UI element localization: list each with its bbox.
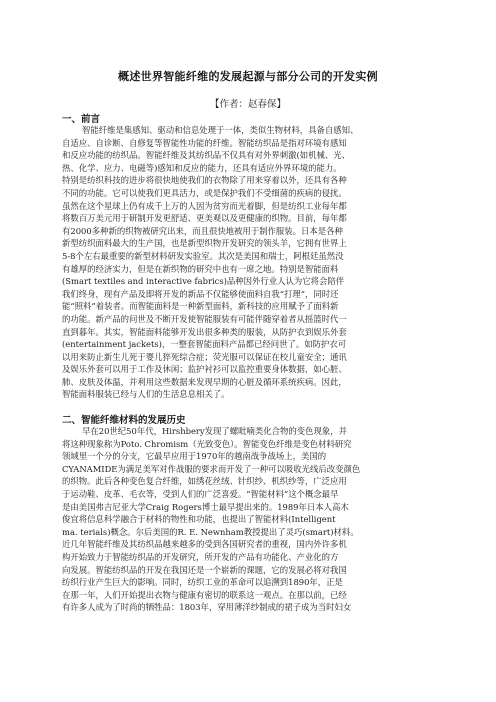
paragraph-line: 及娱乐外套可以用于工作及休闲；监护衬衫可以监控重要身体数据，如心脏、 [62,364,347,375]
paragraph-line: 向发展。智能纺织品的开发在我国还是一个崭新的课题，它的发展必将对我国 [62,564,347,575]
paragraph-line: 自适应、自诊断、自修复等智能性功能的纤维。智能纺织品是指对环境有感知 [62,137,347,148]
section-body [62,124,440,401]
paragraph-line: 的织物。此后各种变色复合纤维，如绣花丝绒、针织纱、机织纱等，广泛应用 [62,476,347,487]
paragraph-line: 热、化学、应力、电磁等)感知和反应的能力，还具有适应外界环境的能力。 [62,162,342,173]
paragraph-line: CYANAMIDE为满足美军对作战服的要求而开发了一种可以吸收光线后改变颜色 [62,463,361,474]
paragraph-line: 有2000多种新的织物被研究出来，而且很快地被用于制作服装。日本是各种 [62,225,343,236]
section-heading: 二、智能纤维材料的发展历史 [62,415,186,426]
document-author: 【作者：赵春保】 [209,99,286,110]
paragraph-line: 的功能。新产品的问世及不断开发使智能服装有可能伴随穿着者从摇篮时代一 [62,313,347,324]
paragraph-line: 智能面料服装已经与人们的生活息息相关了。 [62,389,230,400]
section-body [62,425,440,614]
paragraph-line: 领域里一个分的分支，它最早应用于1970年的越南战争战场上，美国的 [62,451,327,462]
paragraph-line: (Smart textiles and interactive fabrics)品种因外行业人认为它将会陪伴 [62,276,345,287]
paragraph-line: 能“照料”着装者。而智能面料是一种新型面料，新科技的应用赋予了面料新 [62,301,339,312]
paragraph-line: 不同的功能。它可以使我们更具活力，或是保护我们不受细菌的疾病的侵扰。 [62,187,347,198]
paragraph-line: 以用来防止新生儿死于婴儿猝死综合症；荧光服可以保证在校儿童安全；通讯 [62,351,347,362]
paragraph-line: 于运动鞋、皮革、毛衣等，受到人们的广泛喜爱。“智能材料”这个概念最早 [62,488,339,499]
paragraph-line: 智能纤维是集感知、驱动和信息处理于一体，类似生物材料，具备自感知、 [82,125,359,135]
paragraph-line: 是由美国弗吉尼亚大学Craig Rogers博士最早提出来的。1989年日本人高木 [62,501,349,512]
paragraph-line: 俊宜将信息科学融合于材料的物性和功能，也提出了智能材料(Intelligent [62,514,336,525]
paragraph-line: 构开始致力于智能纺织品的开发研究，所开发的产品有功能化、产业化的方 [62,551,339,562]
document-title: 概述世界智能纤维的发展起源与部分公司的开发实例 [118,70,378,83]
paragraph-line: 将这种现象称为Poto. Chromism（光致变色）。智能变色纤维是变色材料研究 [62,438,352,449]
section-heading: 一、前言 [62,114,101,125]
paragraph-line: 肺、皮肤及体温，并利用这些数据来发现早期的心脏及循环系统疾病。因此， [62,376,347,387]
paragraph-line: 虽然在这个星球上仍有成千上万的人因为贫穷而光着脚，但是纺织工业每年都 [62,200,347,211]
paragraph-line: 特别是纺织科技的进步将很快地使我们的衣物除了用来穿着以外，还具有各种 [62,175,347,186]
paragraph-line: 直到暮年。其实，智能面料能够开发出很多种类的服装，从防护衣到娱乐外套 [62,326,347,337]
paragraph-line: 在那一年，人们开始提出衣物与健康有密切的联系这一观点。在那以前，已经 [62,589,347,600]
paragraph-line: (entertainment jackets)，一整套智能面料产品都已经问世了。如防护衣可 [62,339,347,350]
paragraph-line: 有雄厚的经济实力，但是在新织物的研究中也有一席之地。特别是智能面料 [62,263,339,274]
paragraph-line: 纺织行业产生巨大的影响。同时，纺织工业的革命可以追溯到1890年，正是 [62,577,343,588]
paragraph-line: 新型纺织面料最大的生产国，也是新型织物开发研究的领头羊，它拥有世界上 [62,238,347,249]
paragraph-line: 和反应功能的纺织品。智能纤维及其纺织品不仅具有对外界刺激(如机械、光、 [62,150,351,161]
paragraph-line: 我们终身，现有产品及即将开发的新品不仅能够使面料自我“打理”，同时还 [62,288,339,299]
paragraph-line: 近几年智能纤维及其纺织品越来越多的受到各国研究者的重视，国内外许多机 [62,539,347,550]
paragraph-line: 将数百万美元用于研制开发更舒适、更美观以及更健康的织物。目前，每年都 [62,213,347,224]
paragraph-line: 早在20世纪50年代，Hirshbery发现了螺吡喃类化合物的变色现象，并 [82,426,348,436]
paragraph-line: ma. terials)概念。尔后美国的R. E. Newnham教授提出了灵巧(smart)材料。 [62,526,359,537]
paragraph-line: 有许多人成为了时尚的牺牲品：1803年，穿用薄洋纱制成的裙子成为当时妇女 [62,602,352,613]
paragraph-line: 5-8个左右最重要的新型材料研发实验室。其次是美国和瑞士，阿根廷虽然没 [62,250,344,261]
